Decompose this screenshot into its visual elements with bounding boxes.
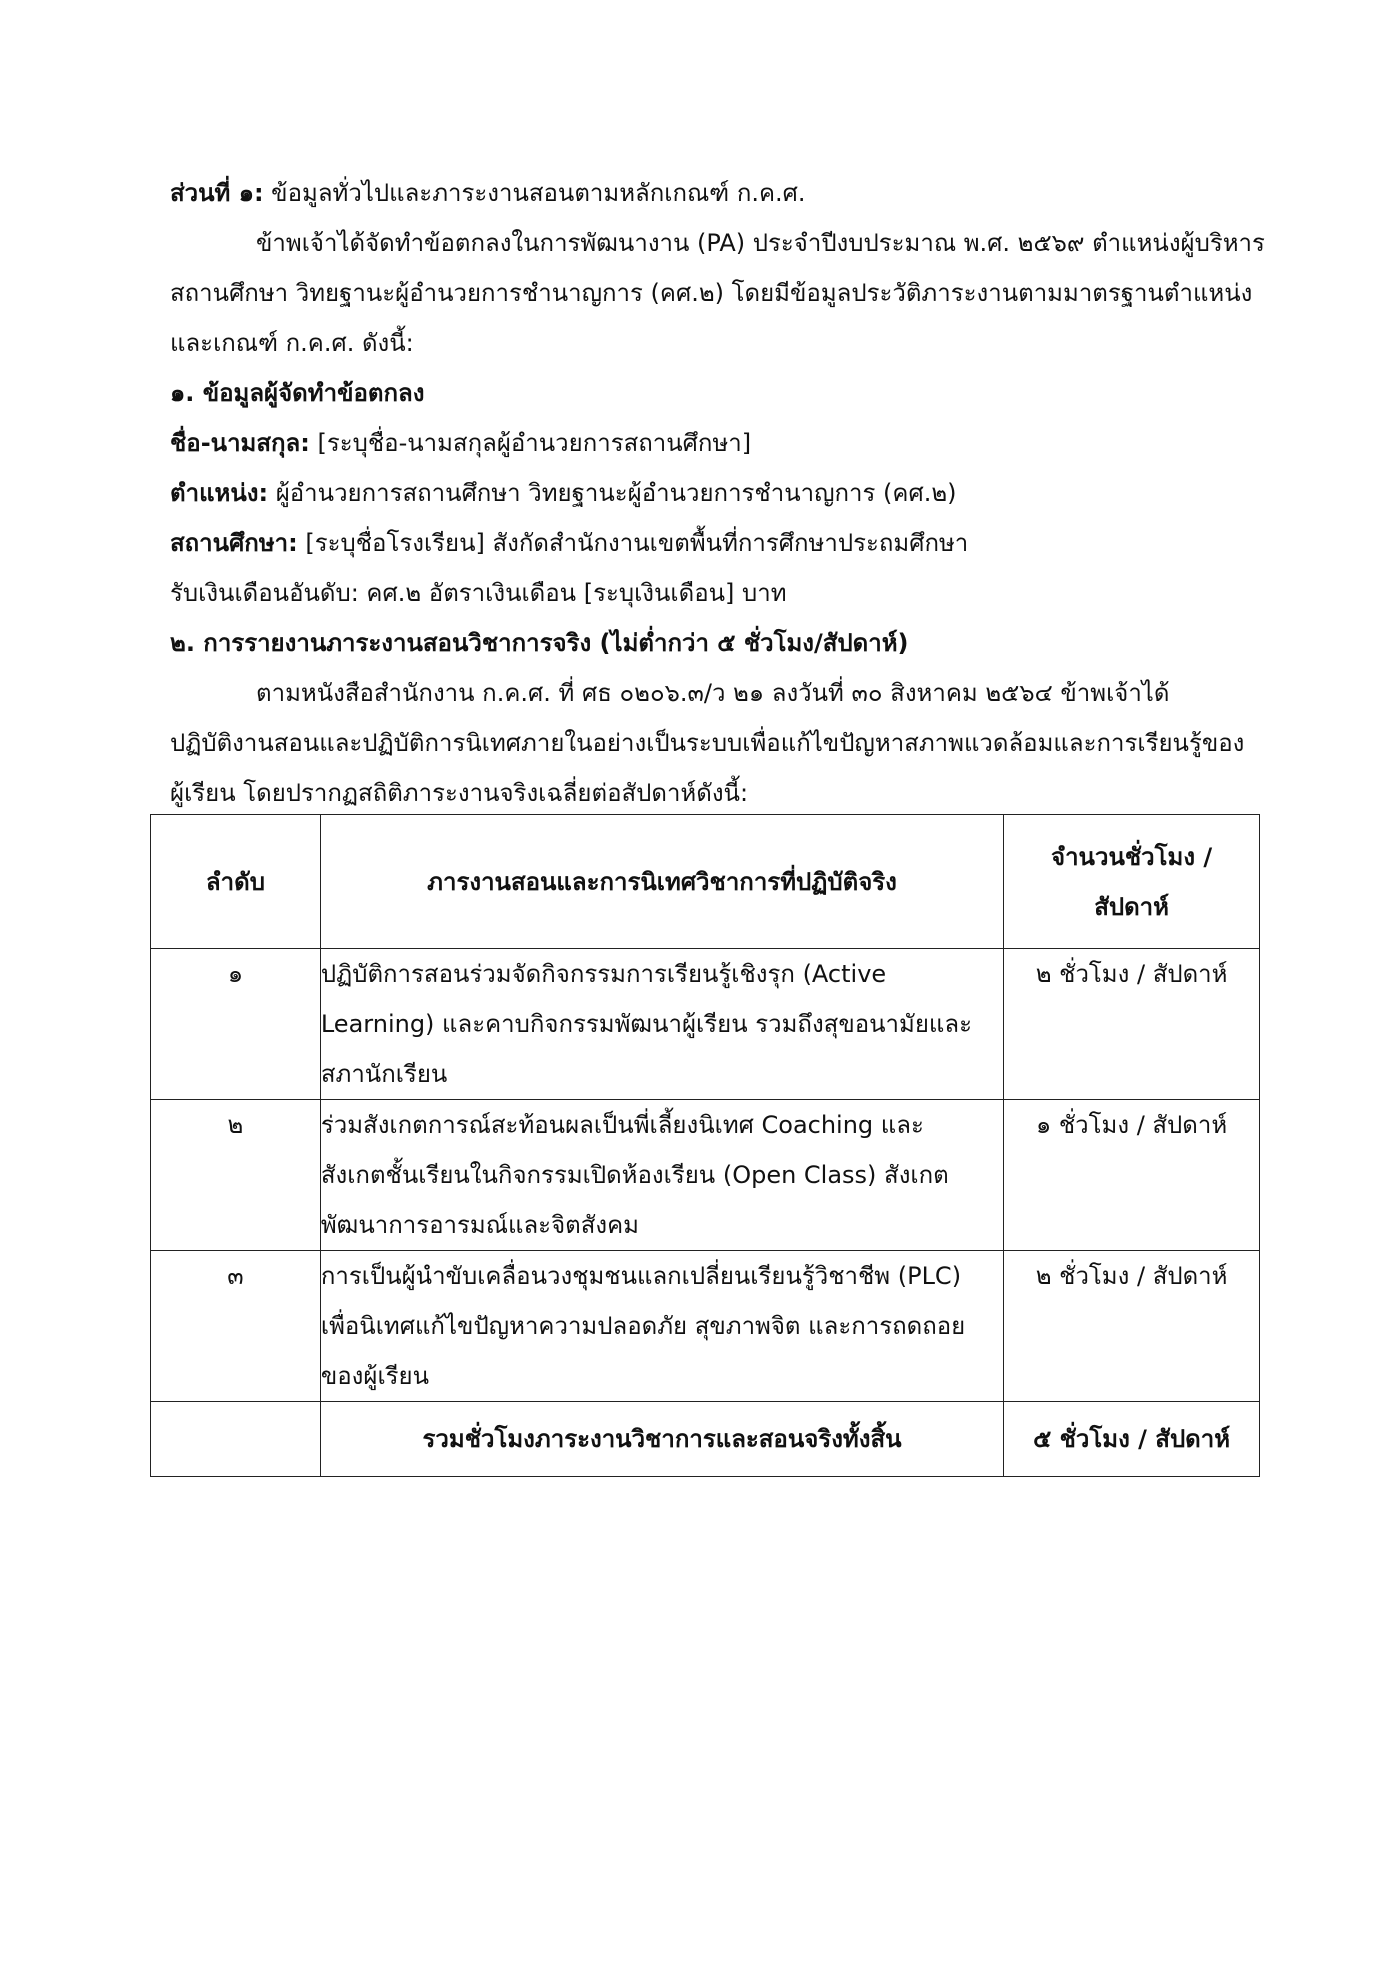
header-no: ลำดับ bbox=[151, 815, 321, 949]
total-hours: ๕ ชั่วโมง / สัปดาห์ bbox=[1004, 1402, 1260, 1477]
table-row bbox=[151, 949, 1260, 1100]
row-task-line: สภานักเรียน bbox=[320, 1060, 448, 1088]
row-task-line: เพื่อนิเทศแก้ไขปัญหาความปลอดภัย สุขภาพจิต และการถดถอย bbox=[320, 1312, 966, 1340]
row-task bbox=[320, 1100, 1003, 1251]
row-hours: ๒ ชั่วโมง / สัปดาห์ bbox=[1004, 1251, 1260, 1402]
name-line bbox=[170, 418, 1240, 468]
table-header-row bbox=[151, 815, 1260, 949]
part1-heading: ๑. ข้อมูลผู้จัดทำข้อตกลง bbox=[170, 379, 425, 407]
salary-line: รับเงินเดือนอันดับ: คศ.๒ อัตราเงินเดือน [ระบุเงินเดือน] บาท bbox=[170, 579, 787, 607]
intro-line-1: ข้าพเจ้าได้จัดทำข้อตกลงในการพัฒนางาน (PA) ประจำปีงบประมาณ พ.ศ. ๒๕๖๙ ตำแหน่งผู้บริหาร bbox=[256, 229, 1265, 257]
row-task-line: สังเกตชั้นเรียนในกิจกรรมเปิดห้องเรียน (Open Class) สังเกต bbox=[320, 1161, 949, 1189]
header-hours-line-2: สัปดาห์ bbox=[1094, 892, 1169, 921]
row-hours: ๒ ชั่วโมง / สัปดาห์ bbox=[1004, 949, 1260, 1100]
row-task bbox=[320, 1251, 1003, 1402]
row-hours: ๑ ชั่วโมง / สัปดาห์ bbox=[1004, 1100, 1260, 1251]
row-task-line: ของผู้เรียน bbox=[320, 1362, 430, 1390]
name-label: ชื่อ-นามสกุล: bbox=[170, 429, 310, 457]
row-no: ๑ bbox=[151, 949, 321, 1100]
intro-line-2: สถานศึกษา วิทยฐานะผู้อำนวยการชำนาญการ (คศ.๒) โดยมีข้อมูลประวัติภาระงานตามมาตรฐานตำแหน่ง bbox=[170, 279, 1253, 307]
section-heading bbox=[170, 168, 1240, 218]
part2-para-line-2: ปฏิบัติงานสอนและปฏิบัติการนิเทศภายในอย่างเป็นระบบเพื่อแก้ไขปัญหาสภาพแวดล้อมและการเรียนรู้ของ bbox=[170, 729, 1245, 757]
section-heading-label: ส่วนที่ ๑: bbox=[170, 179, 264, 207]
workload-table bbox=[150, 814, 1260, 1477]
table-row bbox=[151, 1251, 1260, 1402]
text-body bbox=[170, 168, 1265, 818]
position-line bbox=[170, 468, 1240, 518]
row-task-line: Learning) และคาบกิจกรรมพัฒนาผู้เรียน รวมถึงสุขอนามัยและ bbox=[320, 1010, 972, 1038]
row-task-line: การเป็นผู้นำขับเคลื่อนวงชุมชนแลกเปลี่ยนเรียนรู้วิชาชีพ (PLC) bbox=[320, 1262, 962, 1290]
part2-heading: ๒. การรายงานภาระงานสอนวิชาการจริง (ไม่ต่ำกว่า ๕ ชั่วโมง/สัปดาห์) bbox=[170, 629, 909, 657]
row-task-line: พัฒนาการอารมณ์และจิตสังคม bbox=[320, 1211, 639, 1239]
intro-line-3: และเกณฑ์ ก.ค.ศ. ดังนี้: bbox=[170, 329, 414, 357]
school-label: สถานศึกษา: bbox=[170, 529, 298, 557]
row-no: ๒ bbox=[151, 1100, 321, 1251]
part2-para-line-3: ผู้เรียน โดยปรากฏสถิติภาระงานจริงเฉลี่ยต่อสัปดาห์ดังนี้: bbox=[170, 779, 749, 807]
total-label: รวมชั่วโมงภาระงานวิชาการและสอนจริงทั้งสิ้น bbox=[320, 1402, 1003, 1477]
row-task bbox=[320, 949, 1003, 1100]
school-value: [ระบุชื่อโรงเรียน] สังกัดสำนักงานเขตพื้นที่การศึกษาประถมศึกษา bbox=[297, 529, 969, 557]
section-heading-text: ข้อมูลทั่วไปและภาระงานสอนตามหลักเกณฑ์ ก.ค.ศ. bbox=[263, 179, 806, 207]
header-hours bbox=[1004, 815, 1260, 949]
row-no: ๓ bbox=[151, 1251, 321, 1402]
school-line bbox=[170, 518, 1240, 568]
part2-para-line-1: ตามหนังสือสำนักงาน ก.ค.ศ. ที่ ศธ ๐๒๐๖.๓/ว ๒๑ ลงวันที่ ๓๐ สิงหาคม ๒๕๖๔ ข้าพเจ้าได้ bbox=[256, 679, 1170, 707]
position-value: ผู้อำนวยการสถานศึกษา วิทยฐานะผู้อำนวยการชำนาญการ (คศ.๒) bbox=[268, 479, 957, 507]
table-total-row bbox=[151, 1402, 1260, 1477]
header-hours-line-1: จำนวนชั่วโมง / bbox=[1051, 842, 1213, 871]
name-value: [ระบุชื่อ-นามสกุลผู้อำนวยการสถานศึกษา] bbox=[309, 429, 752, 457]
row-task-line: ร่วมสังเกตการณ์สะท้อนผลเป็นพี่เลี้ยงนิเทศ Coaching และ bbox=[320, 1111, 924, 1139]
table-row bbox=[151, 1100, 1260, 1251]
position-label: ตำแหน่ง: bbox=[170, 479, 269, 507]
row-task-line: ปฏิบัติการสอนร่วมจัดกิจกรรมการเรียนรู้เชิงรุก (Active bbox=[320, 960, 887, 988]
total-empty-cell bbox=[151, 1402, 321, 1477]
header-task: ภารงานสอนและการนิเทศวิชาการที่ปฏิบัติจริง bbox=[320, 815, 1003, 949]
